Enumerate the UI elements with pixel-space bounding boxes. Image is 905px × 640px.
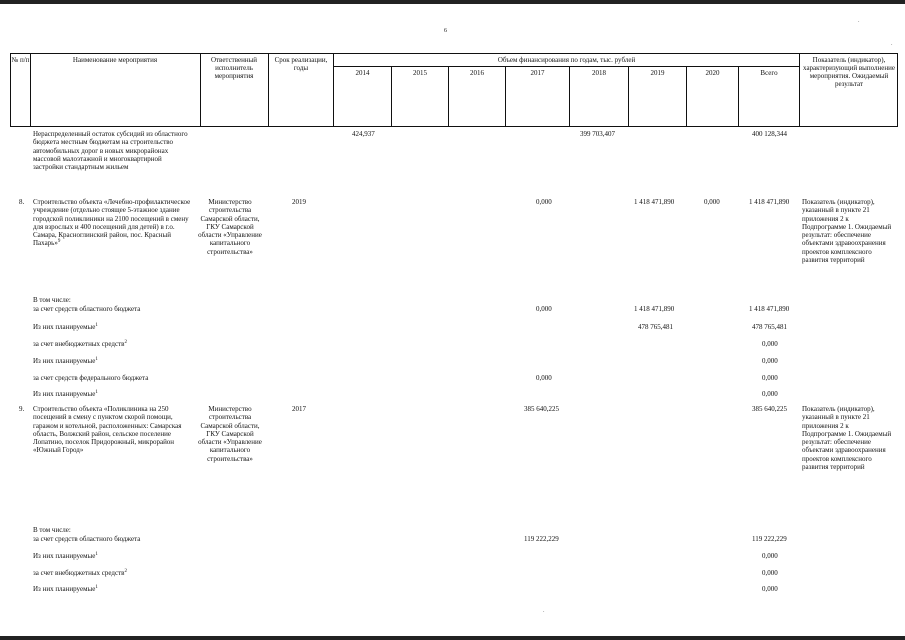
scan-bottom-edge [0, 636, 905, 640]
item8-sub-2019: 478 765,481 [638, 323, 673, 331]
header-indicator: Показатель (индикатор), характеризующий выполнение мероприятия. Ожидаемый результат [803, 56, 895, 88]
item9-sub-2017: 119 222,229 [524, 535, 559, 543]
item8-2019: 1 418 471,890 [634, 198, 675, 206]
item8-2017: 0,000 [536, 198, 552, 206]
item9-name: Строительство объекта «Поликлиника на 250 посещений в смену с пунктом скорой помощи, гаражом и котельной, расположенных: Самарская область, Волжский район, сельское поселение Лопатино, поселок Придорожный, микрорайон «Южный Город» [33, 405, 182, 455]
item8-sub-total: 0,000 [762, 390, 778, 398]
item9-executor: Министерство строительства Самарской области, ГКУ Самарской области «Управление капитального строительства» [198, 405, 262, 463]
item8-sub-label: Из них планируемые$^1$ [33, 323, 98, 331]
item9-sub-total: 0,000 [762, 585, 778, 593]
scan-speck: . [858, 18, 860, 24]
item8-sub-label: Из них планируемые$^1$ [33, 357, 98, 365]
item9-term: 2017 [292, 405, 306, 413]
item8-2020: 0,000 [704, 198, 720, 206]
item9-sub-label: за счет средств областного бюджета [33, 535, 141, 543]
item9-num: 9. [19, 405, 25, 413]
item8-num: 8. [19, 198, 25, 206]
item9-sub-label: Из них планируемые$^1$ [33, 552, 98, 560]
item9-2017: 385 640,225 [524, 405, 559, 413]
scan-speck: . [891, 41, 893, 47]
item8-sub-label: за счет внебюджетных средств$^2$ [33, 340, 127, 348]
unallocated-total: 400 128,344 [752, 130, 787, 138]
item8-sub-total: 0,000 [762, 340, 778, 348]
unallocated-2014: 424,937 [352, 130, 375, 138]
unallocated-2018: 399 703,407 [580, 130, 615, 138]
item8-sub-total: 0,000 [762, 374, 778, 382]
item8-indicator: Показатель (индикатор), указанный в пункте 21 приложения 2 к Подпрограмме 1. Ожидаемый результат: обеспечение объектами здравоохранения проектов комплексного развития территорий [802, 198, 892, 265]
item8-sub-label: Из них планируемые$^1$ [33, 390, 98, 398]
header-year: 2019 [650, 69, 665, 77]
table-header [10, 53, 898, 127]
item8-sub-2017: 0,000 [536, 305, 552, 313]
item8-sub-total: 478 765,481 [752, 323, 787, 331]
item9-including: В том числе: [33, 526, 71, 534]
item9-sub-total: 119 222,229 [752, 535, 787, 543]
item8-total: 1 418 471,890 [749, 198, 790, 206]
item9-total: 385 640,225 [752, 405, 787, 413]
header-executor: Ответственный исполнитель мероприятия [210, 56, 258, 80]
header-term: Срок реализации, годы [274, 56, 328, 72]
header-total: Всего [760, 69, 778, 77]
header-year: 2016 [470, 69, 484, 77]
item9-sub-total: 0,000 [762, 569, 778, 577]
item8-including: В том числе: [33, 296, 71, 304]
header-num: № п/п [11, 56, 30, 64]
item8-executor: Министерство строительства Самарской области, ГКУ Самарской области «Управление капитального строительства» [198, 198, 262, 256]
item9-indicator: Показатель (индикатор), указанный в пункте 21 приложения 2 к Подпрограмме 1. Ожидаемый результат: обеспечение объектами здравоохранения проектов комплексного развития территорий [802, 405, 892, 472]
header-year: 2014 [355, 69, 370, 77]
scan-top-edge [0, 0, 905, 4]
item8-name: Строительство объекта «Лечебно-профилактическое учреждение (отдельно стоящее 5-этажное здание городской поликлиники на 2100 посещений в смену для взрослых и 400 посещений для детей) в г.о. Самара, Красноглинский район, пос. Красный Пахарь»$^9$ [33, 198, 191, 248]
item9-sub-label: за счет внебюджетных средств$^2$ [33, 569, 127, 577]
item8-sub-total: 0,000 [762, 357, 778, 365]
item9-sub-label: Из них планируемые$^1$ [33, 585, 98, 593]
item8-term: 2019 [292, 198, 306, 206]
header-year: 2020 [705, 69, 720, 77]
item8-sub-2017: 0,000 [536, 374, 552, 382]
header-funding: Объем финансирования по годам, тыс. рублей [497, 56, 636, 64]
item8-sub-label: за счет средств федерального бюджета [33, 374, 149, 382]
header-year: 2017 [530, 69, 545, 77]
item9-sub-total: 0,000 [762, 552, 778, 560]
item8-sub-label: за счет средств областного бюджета [33, 305, 141, 313]
item8-sub-2019: 1 418 471,890 [634, 305, 675, 313]
header-year: 2015 [413, 69, 427, 77]
header-year: 2018 [592, 69, 606, 77]
item8-sub-total: 1 418 471,890 [749, 305, 790, 313]
scan-speck: . [543, 608, 545, 614]
page-number: 6 [444, 28, 447, 34]
header-name: Наименование мероприятия [72, 56, 158, 64]
unallocated-name: Нераспределенный остаток субсидий из областного бюджета местным бюджетам на строительство автомобильных дорог в новых микрорайонах массовой малоэтажной и многоквартирной застройки стандартным жильем [33, 130, 188, 172]
